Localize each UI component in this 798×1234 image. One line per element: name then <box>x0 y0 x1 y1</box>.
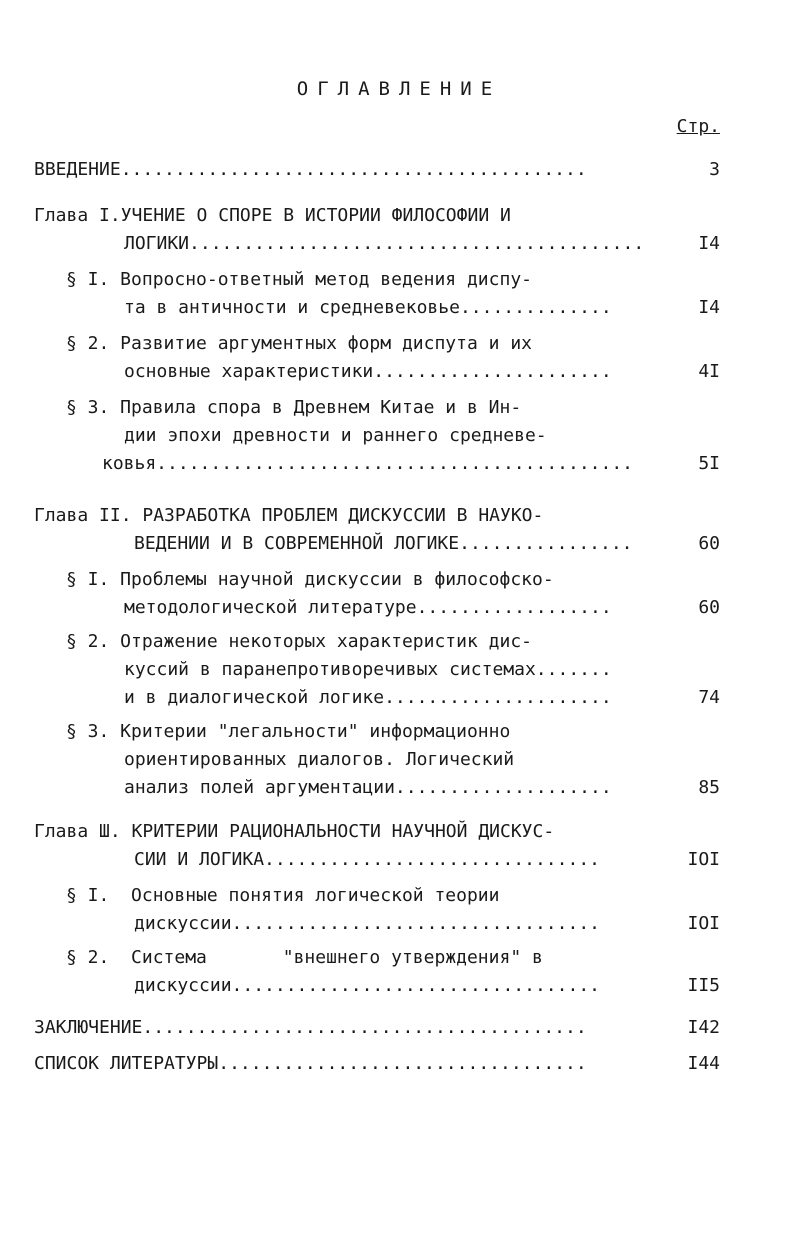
toc-entry-text: та в античности и средневековье.............. <box>124 297 612 318</box>
toc-entry-page: I4 <box>698 297 720 318</box>
toc-entry-page: 3 <box>709 159 720 180</box>
toc-entry-text: ЗАКЛЮЧЕНИЕ......................................... <box>34 1017 587 1038</box>
toc-entry-page: 85 <box>698 777 720 798</box>
toc-entry-page: II5 <box>687 975 720 996</box>
page-title: ОГЛАВЛЕНИЕ <box>296 78 502 100</box>
page-column-label: Стр. <box>676 116 720 137</box>
toc-entry-text: § I. Вопросно-ответный метод ведения диспу- <box>66 269 532 290</box>
toc-entry-text: § I. Проблемы научной дискуссии в философско- <box>66 569 554 590</box>
toc-entry-text: дискуссии.................................. <box>134 913 600 934</box>
toc-entry-text: СПИСОК ЛИТЕРАТУРЫ.................................. <box>34 1053 587 1074</box>
toc-entry-text: ВВЕДЕНИЕ........................................... <box>34 159 587 180</box>
toc-entry-text: § I. Основные понятия логической теории <box>66 885 500 906</box>
toc-entry-text: анализ полей аргументации.................... <box>124 777 612 798</box>
toc-entry-text: Глава Ш. КРИТЕРИИ РАЦИОНАЛЬНОСТИ НАУЧНОЙ ДИСКУС- <box>34 821 555 842</box>
toc-entry-page: 5I <box>698 453 720 474</box>
toc-entry-text: ЛОГИКИ.......................................... <box>124 233 645 254</box>
toc-entry-page: I4 <box>698 233 720 254</box>
toc-entry-text: § 2. Развитие аргументных форм диспута и их <box>66 333 532 354</box>
toc-entry-text: § 3. Критерии "легальности" информационно <box>66 721 511 742</box>
toc-entry-text: § 2. Система "внешнего утверждения" в <box>66 947 543 968</box>
toc-entry-page: 4I <box>698 361 720 382</box>
toc-entry-text: ориентированных диалогов. Логический <box>124 749 515 770</box>
toc-entry-text: Глава I.УЧЕНИЕ О СПОРЕ В ИСТОРИИ ФИЛОСОФИИ И <box>34 205 511 226</box>
toc-entry-text: § 2. Отражение некоторых характеристик дис- <box>66 631 532 652</box>
toc-entry-page: I44 <box>687 1053 720 1074</box>
toc-entry-text: куссий в паранепротиворечивых системах....... <box>124 659 612 680</box>
toc-entry-text: ВЕДЕНИИ И В СОВРЕМЕННОЙ ЛОГИКЕ................ <box>134 533 633 554</box>
toc-entry-text: дии эпохи древности и раннего средневе- <box>124 425 547 446</box>
toc-entry-page: 60 <box>698 533 720 554</box>
toc-entry-text: § 3. Правила спора в Древнем Китае и в Ин- <box>66 397 522 418</box>
toc-entry-text: дискуссии.................................. <box>134 975 600 996</box>
toc-entry-text: методологической литературе.................. <box>124 597 612 618</box>
toc-entry-text: Глава II. РАЗРАБОТКА ПРОБЛЕМ ДИСКУССИИ В НАУКО- <box>34 505 544 526</box>
toc-entry-page: I42 <box>687 1017 720 1038</box>
toc-entry-page: 60 <box>698 597 720 618</box>
toc-entry-page: IOI <box>687 913 720 934</box>
toc-entry-page: IOI <box>687 849 720 870</box>
toc-entry-text: и в диалогической логике..................... <box>124 687 612 708</box>
toc-entry-text: ковья............................................ <box>102 453 634 474</box>
toc-entry-page: 74 <box>698 687 720 708</box>
toc-entry-text: СИИ И ЛОГИКА............................... <box>134 849 600 870</box>
toc-entry-text: основные характеристики...................... <box>124 361 612 382</box>
